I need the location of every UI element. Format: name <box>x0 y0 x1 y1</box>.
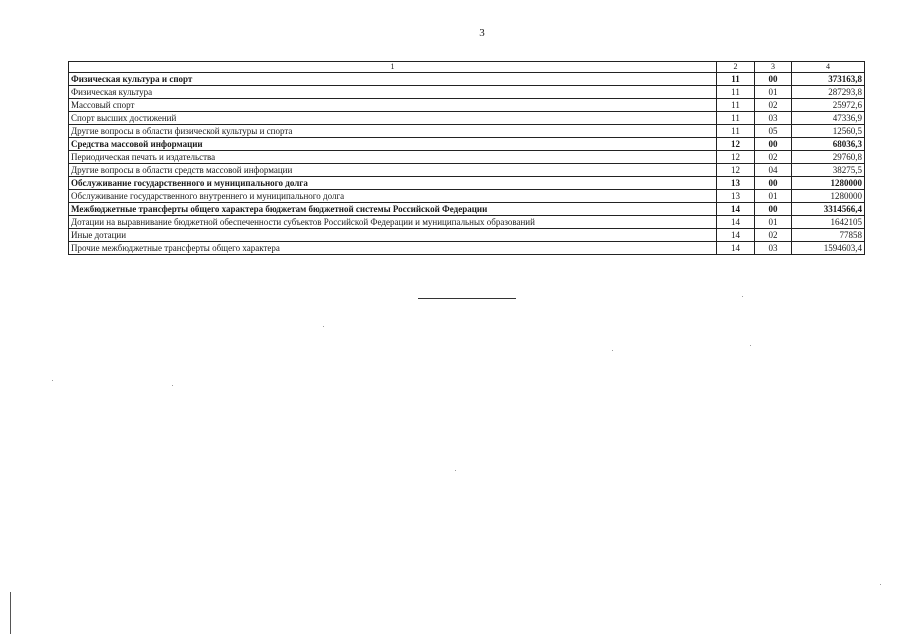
cell-subsection: 01 <box>755 86 792 99</box>
cell-subsection: 02 <box>755 229 792 242</box>
table-row <box>69 99 865 112</box>
table-row <box>69 177 865 190</box>
cell-amount: 1642105 <box>792 216 865 229</box>
cell-name: Межбюджетные трансферты общего характера бюджетам бюджетной системы Российской Федерации <box>69 203 717 216</box>
table-row <box>69 138 865 151</box>
cell-amount: 1280000 <box>792 177 865 190</box>
cell-name: Физическая культура и спорт <box>69 73 717 86</box>
cell-section: 11 <box>717 73 755 86</box>
cell-amount: 1280000 <box>792 190 865 203</box>
cell-subsection: 04 <box>755 164 792 177</box>
scan-speck <box>750 345 751 346</box>
scan-edge-mark <box>10 592 11 634</box>
cell-section: 13 <box>717 177 755 190</box>
cell-subsection: 00 <box>755 138 792 151</box>
column-header-amount: 4 <box>792 62 865 73</box>
scan-speck <box>742 296 743 297</box>
table-row <box>69 190 865 203</box>
cell-amount: 25972,6 <box>792 99 865 112</box>
cell-name: Другие вопросы в области средств массовой информации <box>69 164 717 177</box>
scan-speck <box>612 350 613 351</box>
cell-name: Другие вопросы в области физической культуры и спорта <box>69 125 717 138</box>
cell-amount: 1594603,4 <box>792 242 865 255</box>
table-row <box>69 229 865 242</box>
cell-name: Прочие межбюджетные трансферты общего характера <box>69 242 717 255</box>
cell-name: Обслуживание государственного и муниципального долга <box>69 177 717 190</box>
cell-section: 11 <box>717 99 755 112</box>
cell-subsection: 05 <box>755 125 792 138</box>
scan-speck <box>52 380 53 381</box>
cell-subsection: 01 <box>755 216 792 229</box>
cell-subsection: 00 <box>755 203 792 216</box>
cell-name: Иные дотации <box>69 229 717 242</box>
page-number: 3 <box>479 27 485 39</box>
table-row <box>69 86 865 99</box>
cell-amount: 373163,8 <box>792 73 865 86</box>
column-header-section: 2 <box>717 62 755 73</box>
cell-section: 14 <box>717 203 755 216</box>
separator-line <box>418 298 516 299</box>
column-header-name: 1 <box>69 62 717 73</box>
cell-section: 13 <box>717 190 755 203</box>
table-row <box>69 203 865 216</box>
cell-section: 12 <box>717 151 755 164</box>
table-row <box>69 73 865 86</box>
cell-name: Дотации на выравнивание бюджетной обеспеченности субъектов Российской Федерации и муниципальных образований <box>69 216 717 229</box>
table-row <box>69 125 865 138</box>
cell-section: 14 <box>717 216 755 229</box>
cell-amount: 29760,8 <box>792 151 865 164</box>
cell-amount: 47336,9 <box>792 112 865 125</box>
cell-name: Спорт высших достижений <box>69 112 717 125</box>
cell-amount: 68036,3 <box>792 138 865 151</box>
table-row <box>69 164 865 177</box>
cell-subsection: 02 <box>755 99 792 112</box>
table-header-row <box>69 62 865 73</box>
scan-speck <box>323 326 324 327</box>
cell-subsection: 03 <box>755 242 792 255</box>
cell-section: 14 <box>717 242 755 255</box>
scan-speck <box>172 385 173 386</box>
scan-speck <box>880 584 881 585</box>
cell-amount: 287293,8 <box>792 86 865 99</box>
cell-amount: 12560,5 <box>792 125 865 138</box>
cell-section: 11 <box>717 112 755 125</box>
column-header-subsection: 3 <box>755 62 792 73</box>
cell-amount: 3314566,4 <box>792 203 865 216</box>
cell-section: 12 <box>717 138 755 151</box>
cell-subsection: 03 <box>755 112 792 125</box>
cell-name: Физическая культура <box>69 86 717 99</box>
cell-subsection: 01 <box>755 190 792 203</box>
cell-name: Средства массовой информации <box>69 138 717 151</box>
cell-section: 12 <box>717 164 755 177</box>
cell-subsection: 00 <box>755 177 792 190</box>
cell-amount: 38275,5 <box>792 164 865 177</box>
scan-speck <box>455 470 456 471</box>
cell-section: 14 <box>717 229 755 242</box>
budget-table <box>68 61 865 255</box>
table-row <box>69 242 865 255</box>
table-row <box>69 216 865 229</box>
table-row <box>69 112 865 125</box>
cell-section: 11 <box>717 86 755 99</box>
cell-name: Массовый спорт <box>69 99 717 112</box>
cell-section: 11 <box>717 125 755 138</box>
cell-name: Обслуживание государственного внутреннего и муниципального долга <box>69 190 717 203</box>
cell-subsection: 00 <box>755 73 792 86</box>
table-row <box>69 151 865 164</box>
cell-subsection: 02 <box>755 151 792 164</box>
cell-name: Периодическая печать и издательства <box>69 151 717 164</box>
cell-amount: 77858 <box>792 229 865 242</box>
